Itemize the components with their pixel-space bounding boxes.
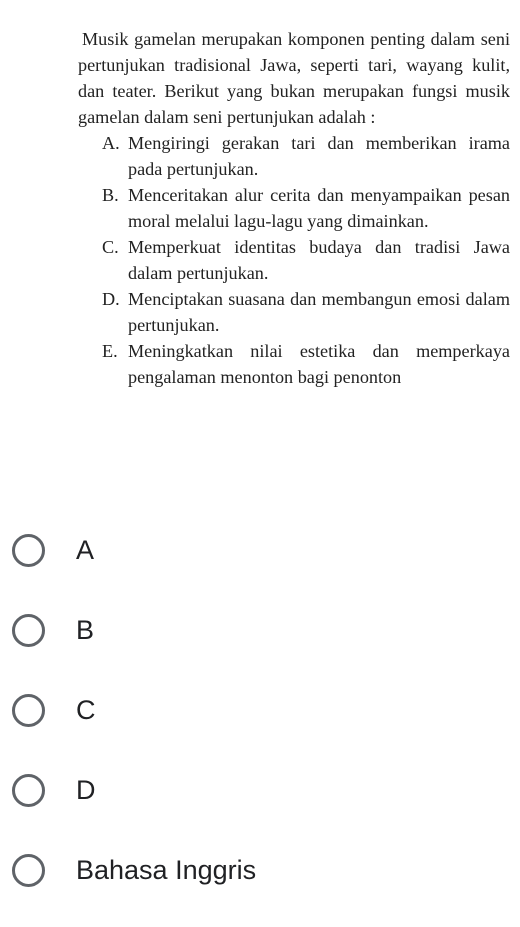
choice-bahasa-inggris[interactable] bbox=[12, 840, 256, 900]
option-letter: D. bbox=[102, 289, 120, 309]
option-text: Menceritakan alur cerita dan menyampaikan pesan moral melalui lagu-lagu yang dimainkan. bbox=[128, 185, 510, 231]
radio-button-icon[interactable] bbox=[12, 854, 45, 887]
option-text: Memperkuat identitas budaya dan tradisi Jawa dalam pertunjukan. bbox=[128, 237, 510, 283]
option-item-b bbox=[78, 182, 510, 234]
choice-label[interactable]: Bahasa Inggris bbox=[76, 854, 257, 885]
option-item-c bbox=[78, 234, 510, 286]
answer-options-list bbox=[78, 130, 510, 390]
option-text: Meningkatkan nilai estetika dan memperkaya pengalaman menonton bagi penonton bbox=[128, 341, 510, 387]
radio-button-icon[interactable] bbox=[12, 614, 45, 647]
question-text: Musik gamelan merupakan komponen penting dalam seni pertunjukan tradisional Jawa, seperti tari, wayang kulit, dan teater. Berikut yang bukan merupakan fungsi musik gamelan dalam seni pertunjukan adalah : bbox=[78, 29, 510, 127]
option-text: Menciptakan suasana dan membangun emosi dalam pertunjukan. bbox=[128, 289, 510, 335]
option-letter: E. bbox=[102, 341, 118, 361]
choice-label[interactable]: A bbox=[76, 534, 95, 565]
choice-label[interactable]: C bbox=[76, 694, 96, 725]
question-block bbox=[78, 26, 510, 390]
option-item-e bbox=[78, 338, 510, 390]
choice-c[interactable] bbox=[12, 680, 96, 740]
choice-b[interactable] bbox=[12, 600, 94, 660]
option-text: Mengiringi gerakan tari dan memberikan irama pada pertunjukan. bbox=[128, 133, 510, 179]
option-letter: C. bbox=[102, 237, 119, 257]
choice-label[interactable]: B bbox=[76, 614, 95, 645]
radio-button-icon[interactable] bbox=[12, 774, 45, 807]
option-letter: A. bbox=[102, 133, 120, 153]
radio-button-icon[interactable] bbox=[12, 534, 45, 567]
option-item-d bbox=[78, 286, 510, 338]
choice-label[interactable]: D bbox=[76, 774, 96, 805]
choice-d[interactable] bbox=[12, 760, 96, 820]
radio-button-icon[interactable] bbox=[12, 694, 45, 727]
choice-a[interactable] bbox=[12, 520, 94, 580]
option-letter: B. bbox=[102, 185, 119, 205]
option-item-a bbox=[78, 130, 510, 182]
